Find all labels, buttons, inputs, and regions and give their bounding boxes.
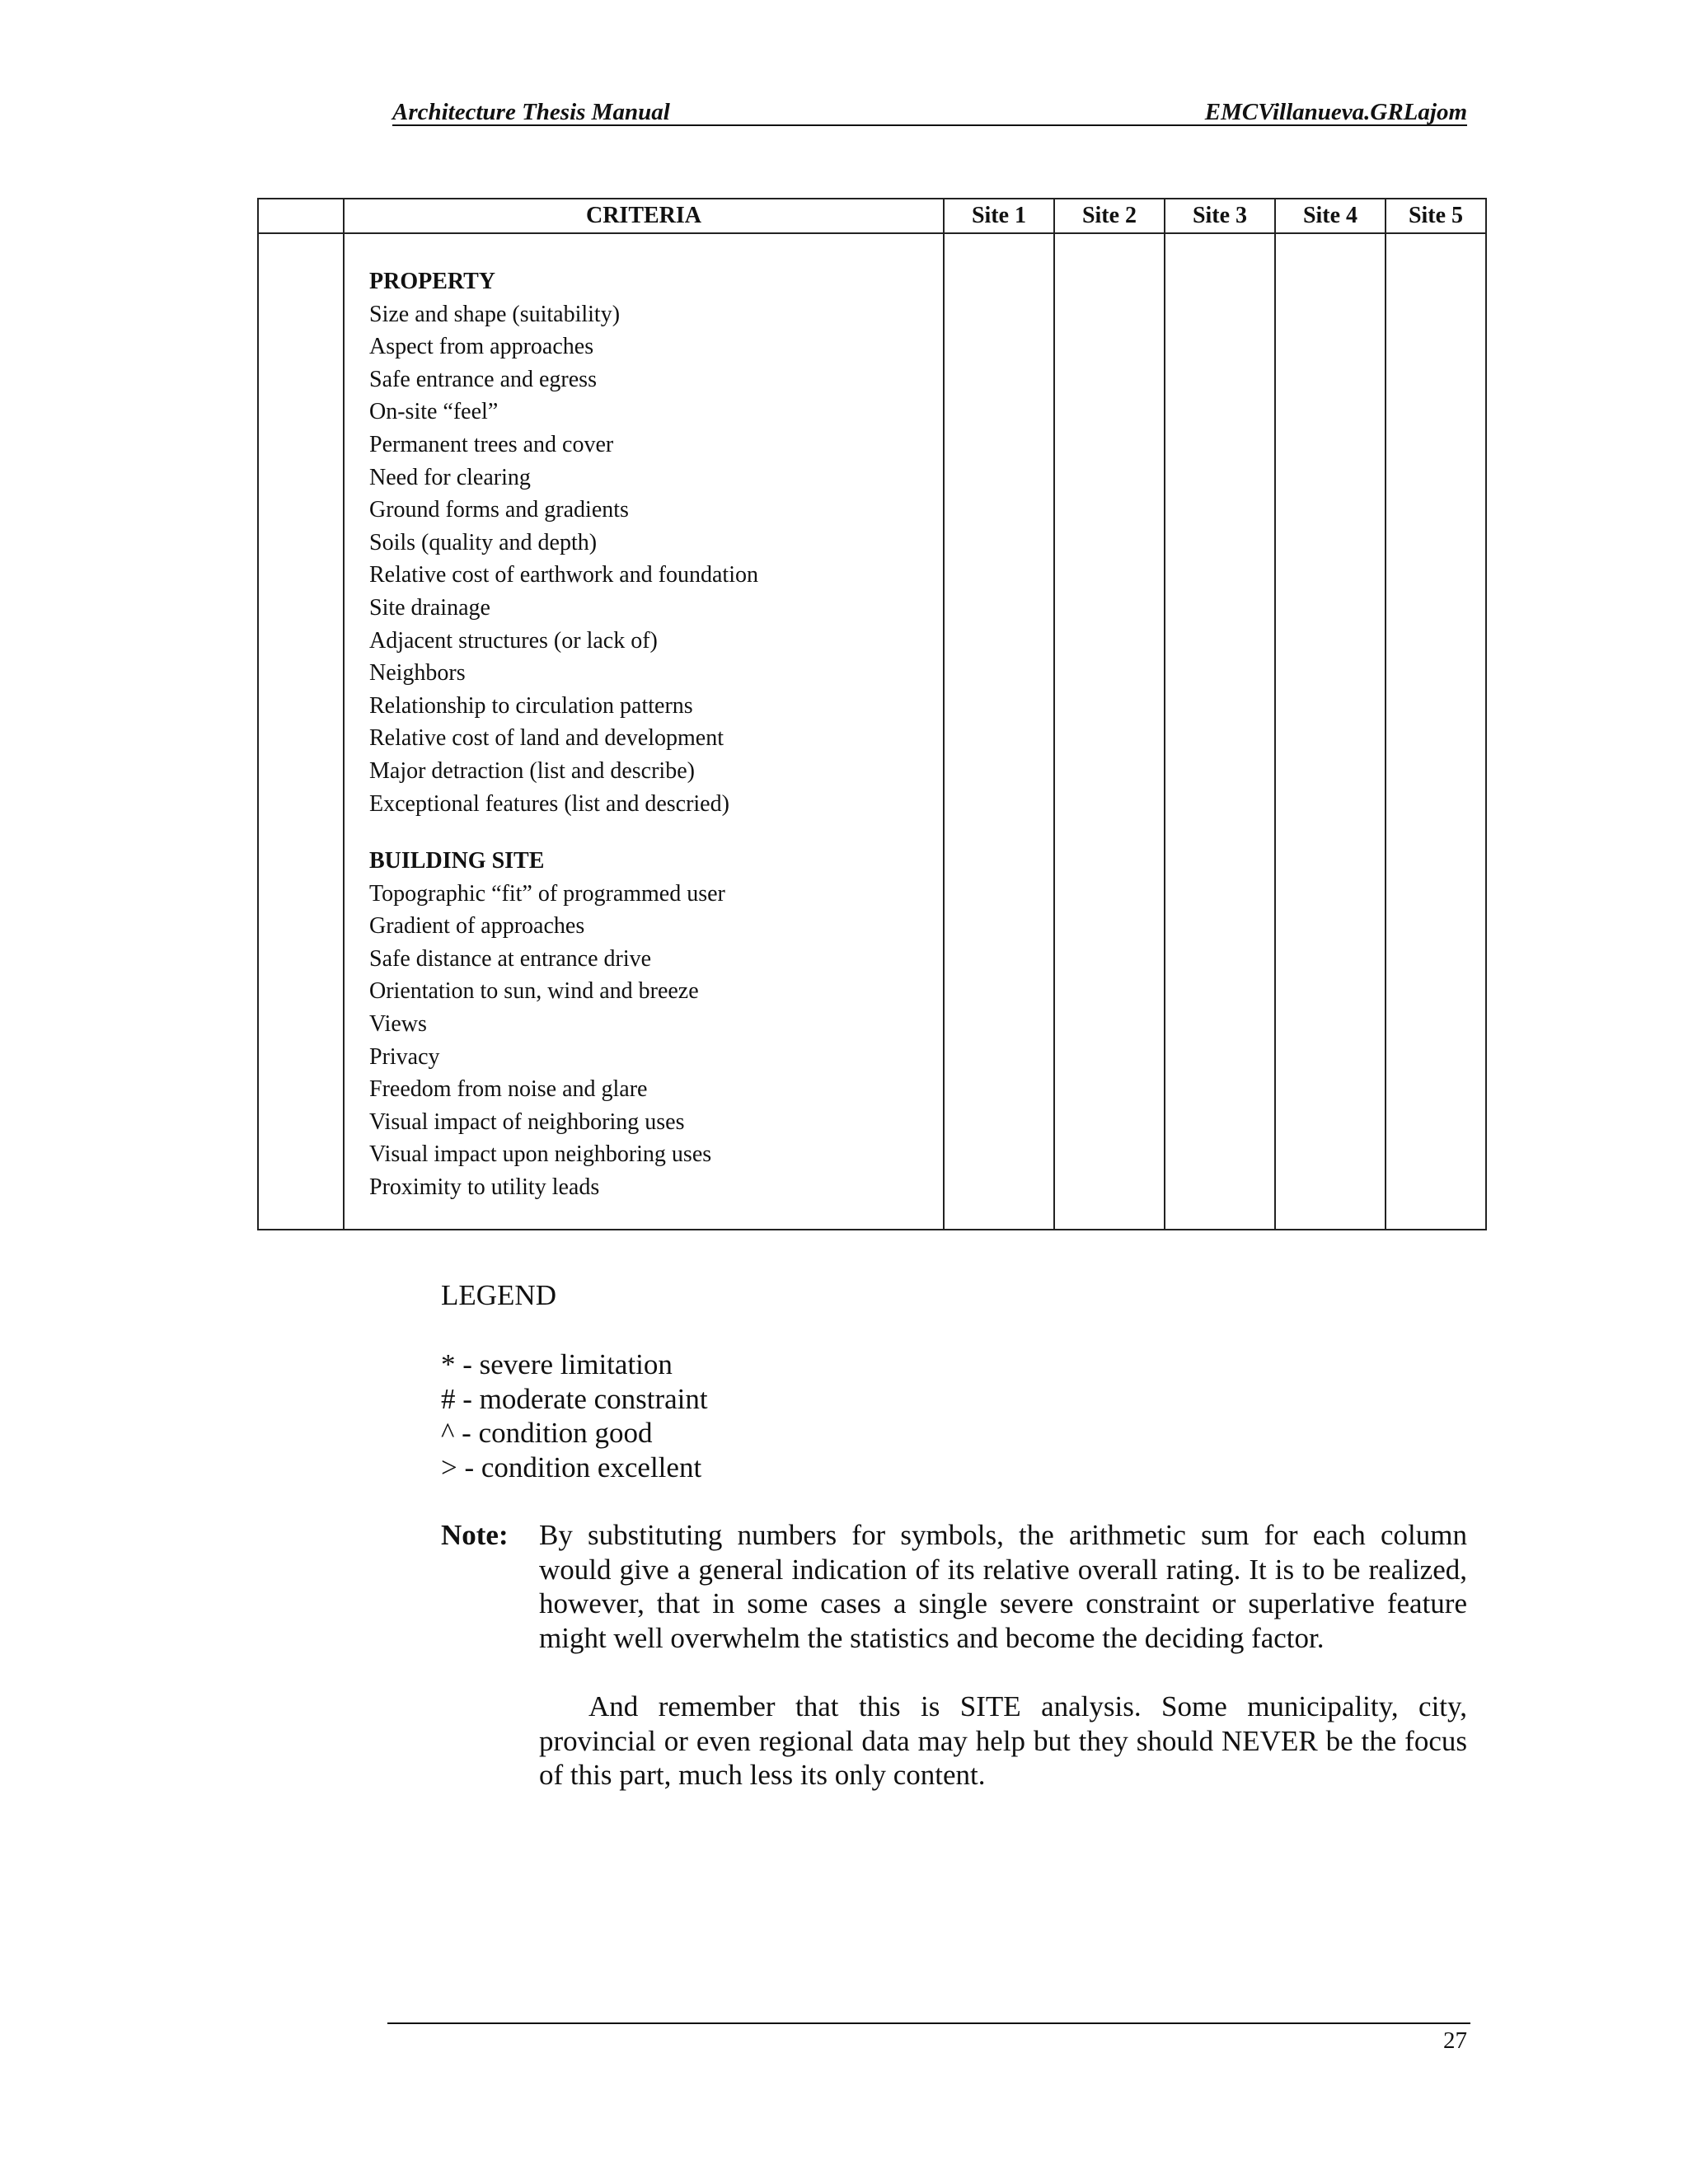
note-block — [441, 1518, 1467, 1793]
table-body-row — [258, 233, 1486, 1230]
note-paragraph-1: By substituting numbers for symbols, the arithmetic sum for each column would give a general indication of its relative overall rating. It is to be realized, however, that in some cases a single severe constraint or superlative feature might well overwhelm the statistics and become the deciding factor. — [539, 1519, 1467, 1654]
criteria-item: Adjacent structures (or lack of) — [369, 627, 658, 654]
footer-rule — [387, 2022, 1470, 2024]
site-4-cell — [1275, 233, 1386, 1230]
legend-title: LEGEND — [441, 1279, 556, 1311]
criteria-item: Safe distance at entrance drive — [369, 945, 652, 972]
site-criteria-table — [257, 198, 1487, 1230]
running-header-title: Architecture Thesis Manual — [392, 99, 670, 125]
column-header-site-1: Site 1 — [944, 199, 1054, 233]
criteria-item: Soils (quality and depth) — [369, 529, 598, 555]
running-header-authors: EMCVillanueva.GRLajom — [1204, 99, 1467, 125]
criteria-item: Neighbors — [369, 660, 466, 687]
column-header-site-3: Site 3 — [1165, 199, 1275, 233]
note-paragraph-2: And remember that this is SITE analysis. Some municipality, city, provincial or even regional data may help but they should NEVER be the focus of this part, much less its only content. — [539, 1690, 1467, 1792]
note-label: Note: — [441, 1519, 509, 1551]
criteria-section-heading: BUILDING SITE — [369, 848, 545, 874]
criteria-item: On-site “feel” — [369, 399, 499, 425]
site-1-cell — [944, 233, 1054, 1230]
criteria-item: Permanent trees and cover — [369, 431, 614, 457]
legend-item-excellent: > - condition excellent — [441, 1451, 702, 1483]
criteria-item: Privacy — [369, 1043, 440, 1070]
criteria-list — [369, 265, 943, 1204]
criteria-item: Relationship to circulation patterns — [369, 692, 693, 719]
column-header-blank — [258, 199, 344, 233]
column-header-criteria: CRITERIA — [344, 199, 944, 233]
column-header-site-2: Site 2 — [1054, 199, 1165, 233]
site-3-cell — [1165, 233, 1275, 1230]
blank-cell — [258, 233, 344, 1230]
column-header-site-4: Site 4 — [1275, 199, 1386, 233]
criteria-item: Exceptional features (list and descried) — [369, 790, 729, 817]
criteria-item: Aspect from approaches — [369, 334, 594, 360]
criteria-item: Visual impact of neighboring uses — [369, 1108, 685, 1135]
criteria-item: Visual impact upon neighboring uses — [369, 1141, 712, 1168]
site-2-cell — [1054, 233, 1165, 1230]
criteria-item: Need for clearing — [369, 464, 531, 490]
criteria-item: Topographic “fit” of programmed user — [369, 880, 725, 907]
table-header-row — [258, 199, 1486, 233]
legend-item-moderate: # - moderate constraint — [441, 1382, 708, 1415]
criteria-item: Major detraction (list and describe) — [369, 757, 695, 784]
criteria-item: Relative cost of earthwork and foundation — [369, 562, 758, 588]
legend-item-severe: * - severe limitation — [441, 1348, 673, 1380]
criteria-item: Proximity to utility leads — [369, 1174, 600, 1201]
header-rule — [392, 124, 1467, 126]
column-header-site-5: Site 5 — [1386, 199, 1486, 233]
criteria-item: Views — [369, 1011, 427, 1038]
criteria-item: Ground forms and gradients — [369, 497, 629, 523]
criteria-item: Safe entrance and egress — [369, 366, 597, 392]
legend-item-good: ^ - condition good — [441, 1417, 653, 1450]
criteria-item: Freedom from noise and glare — [369, 1076, 648, 1103]
site-5-cell — [1386, 233, 1486, 1230]
criteria-section-heading: PROPERTY — [369, 269, 496, 294]
legend-list — [441, 1347, 708, 1484]
section-gap — [369, 820, 943, 845]
criteria-item: Site drainage — [369, 594, 490, 621]
criteria-item: Orientation to sun, wind and breeze — [369, 978, 699, 1005]
criteria-item: Relative cost of land and development — [369, 725, 724, 752]
criteria-item: Gradient of approaches — [369, 913, 585, 940]
criteria-cell — [344, 233, 944, 1230]
criteria-item: Size and shape (suitability) — [369, 301, 621, 327]
page-number: 27 — [1443, 2027, 1467, 2054]
